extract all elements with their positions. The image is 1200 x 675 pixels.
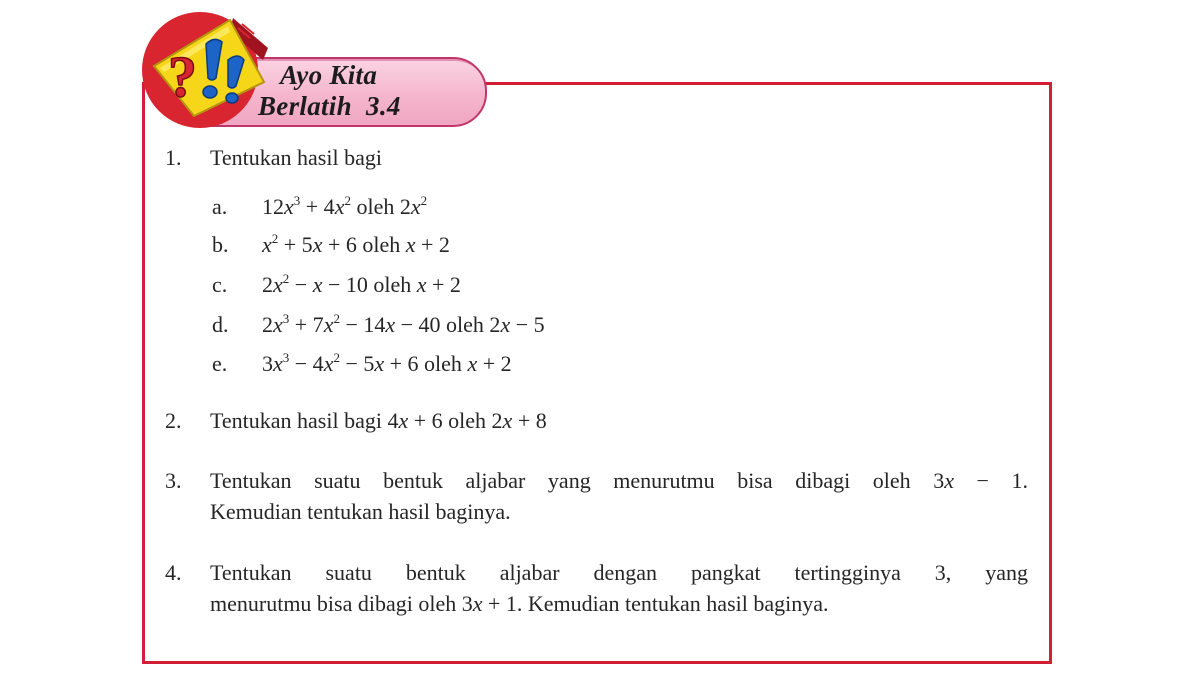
question-2 <box>165 405 865 436</box>
item-label: e. <box>212 351 228 376</box>
question-4-line1: Tentukan suatu bentuk aljabar dengan pangkat tertingginya 3, yang <box>210 560 1028 585</box>
item-expression: $x^2 + 5x + 6$ oleh x + 2 <box>262 231 450 257</box>
question-exclamation-icon <box>138 8 278 138</box>
question-4-number: 4. <box>165 560 182 585</box>
section-title-word: Berlatih <box>258 91 352 121</box>
item-label: a. <box>212 194 228 219</box>
item-label: d. <box>212 312 229 337</box>
section-title-line2 <box>258 91 401 122</box>
question-text: Tentukan hasil bagi <box>210 145 382 170</box>
exclamation-dot <box>203 86 217 98</box>
section-number: 3.4 <box>366 91 401 121</box>
item-expression: $2x^2 - x - 10$ oleh x + 2 <box>262 271 461 297</box>
question-text: Tentukan hasil bagi 4x + 6 oleh 2x + 8 <box>210 408 547 433</box>
item-expression: $3x^3 - 4x^2 - 5x + 6$ oleh x + 2 <box>262 350 512 376</box>
question-number: 2. <box>165 408 182 433</box>
question-3 <box>210 465 1028 527</box>
item-label: b. <box>212 232 229 257</box>
question-mark-glyph: ? <box>168 44 197 109</box>
item-label: c. <box>212 272 228 297</box>
section-title-line1: Ayo Kita <box>280 60 378 90</box>
section-title <box>258 60 401 122</box>
question-1 <box>165 142 765 173</box>
item-expression: $2x^3 + 7x^2 - 14x - 40$ oleh 2x − 5 <box>262 311 545 337</box>
question-4 <box>210 557 1028 619</box>
question-3-number: 3. <box>165 468 182 493</box>
question-number: 1. <box>165 145 182 170</box>
item-expression: $12x^3 + 4x^2$ oleh $2x^2$ <box>262 193 428 219</box>
question-4-line2: menurutmu bisa dibagi oleh 3x + 1. Kemudian tentukan hasil baginya. <box>210 591 829 616</box>
question-3-line2: Kemudian tentukan hasil baginya. <box>210 499 511 524</box>
question-3-line1: Tentukan suatu bentuk aljabar yang menurutmu bisa dibagi oleh 3x − 1. <box>210 468 1028 493</box>
